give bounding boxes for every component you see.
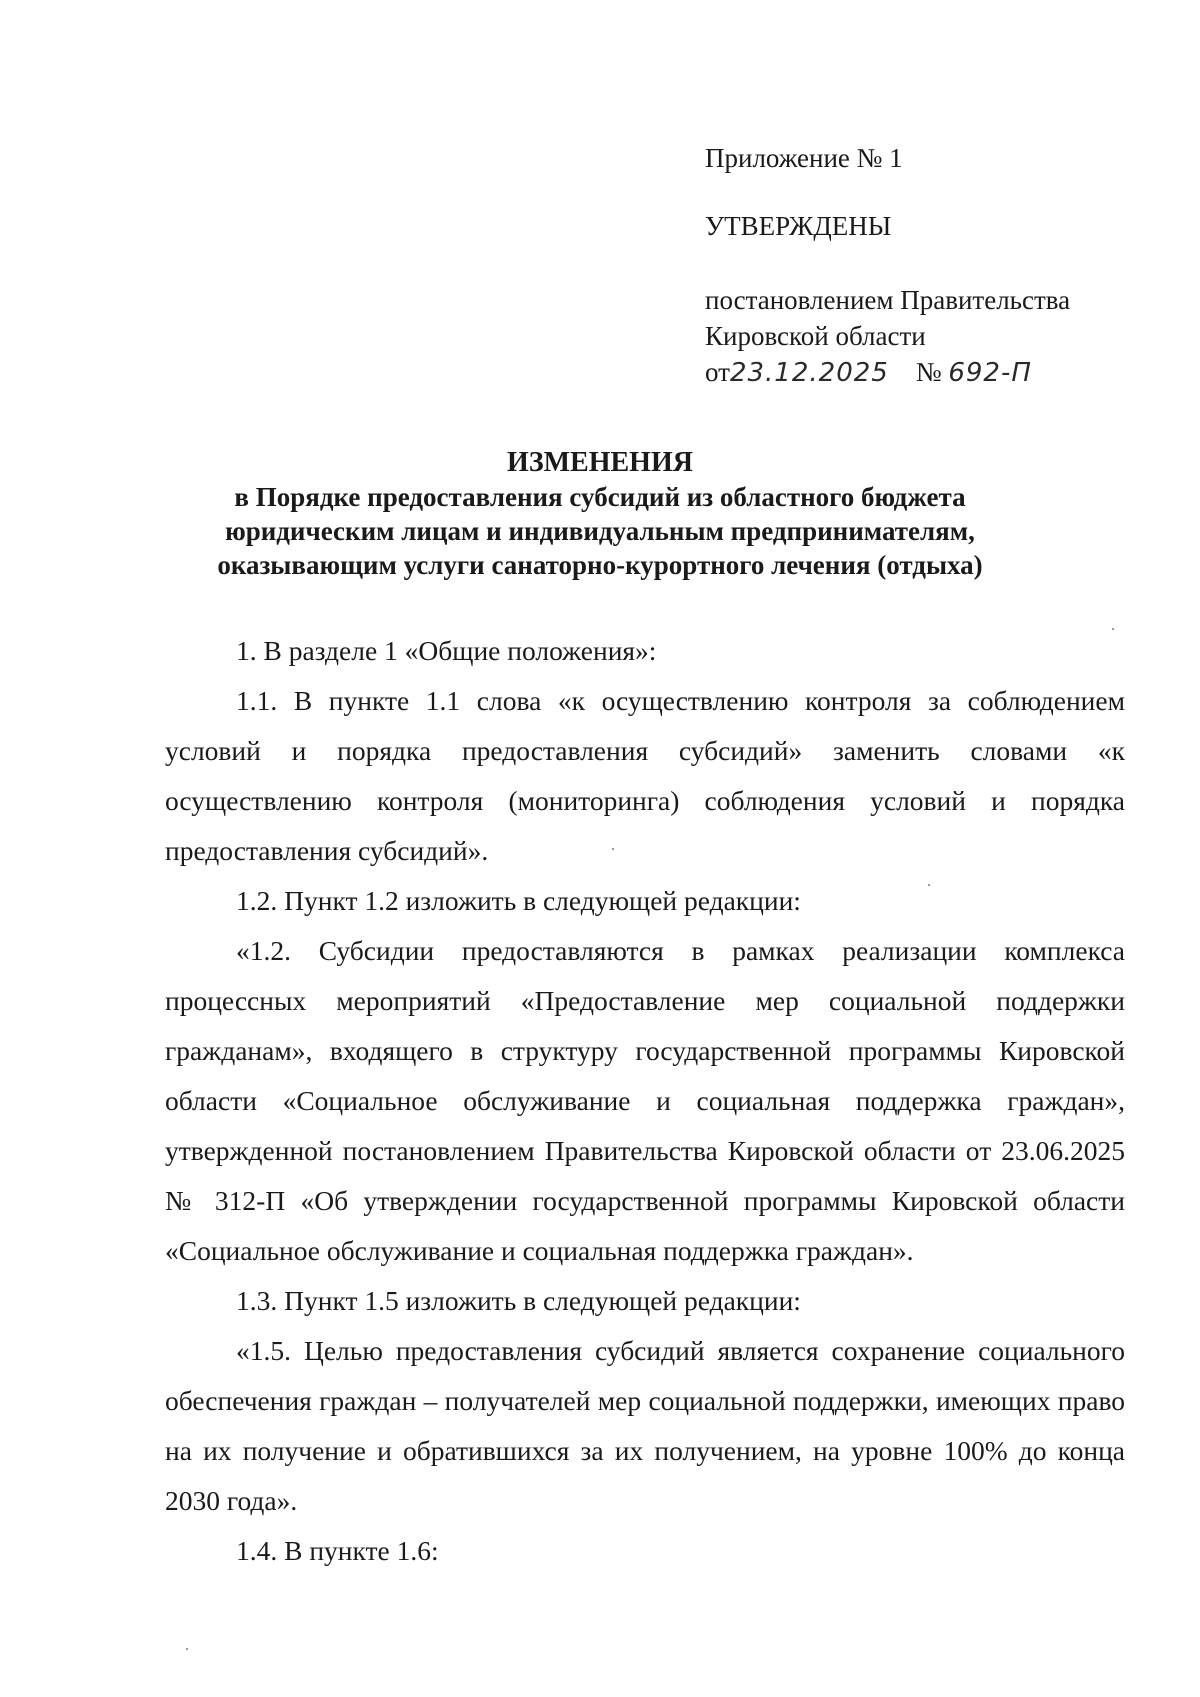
scan-speck [186, 1648, 188, 1650]
handwritten-number: 692-П [948, 358, 1032, 388]
decree-line-2: Кировской области [705, 321, 926, 351]
decree-line-1: постановлением Правительства [705, 285, 1071, 315]
decree-date-line [705, 354, 1145, 391]
number-prefix: № [915, 357, 942, 387]
paragraph-1-1: 1.1. В пункте 1.1 слова «к осуществлению контроля за соблюдением условий и порядка предоставления субсидий» заменить словами «к осуществлению контроля (мониторинга) соблюдения условий и порядка предоставления субсидий». [165, 685, 1125, 866]
paragraph-section-1: 1. В разделе 1 «Общие положения»: [236, 635, 657, 666]
scan-speck [1112, 628, 1114, 630]
document-body [165, 626, 1125, 1576]
approved-label: УТВЕРЖДЕНЫ [705, 211, 892, 241]
document-title: ИЗМЕНЕНИЯ [507, 447, 693, 478]
paragraph-1-2: 1.2. Пункт 1.2 изложить в следующей редакции: [236, 885, 801, 916]
approval-block [705, 140, 1145, 391]
document-subtitle: в Порядке предоставления субсидий из областного бюджета юридическим лицам и индивидуальным предпринимателям, оказывающим услуги санаторно-курортного лечения (отдыха) [217, 482, 983, 580]
scan-speck [928, 884, 930, 886]
document-heading [150, 446, 1050, 582]
paragraph-1-5-text: «1.5. Целью предоставления субсидий является сохранение социального обеспечения граждан – получателей мер социальной поддержки, имеющих право на их получение и обратившихся за их получением, на уровне 100% до конца 2030 года». [165, 1335, 1125, 1516]
paragraph-1-2-text: «1.2. Субсидии предоставляются в рамках реализации комплекса процессных мероприятий «Предоставление мер социальной поддержки гражданам», входящего в структуру государственной программы Кировской области «Социальное обслуживание и социальная поддержка граждан», утвержденной постановлением Правительства Кировской области от 23.06.2025 № 312-П «Об утверждении государственной программы Кировской области «Социальное обслуживание и социальная поддержка граждан». [165, 935, 1125, 1266]
appendix-label: Приложение № 1 [705, 143, 903, 173]
scan-speck [612, 848, 614, 850]
date-prefix: от [705, 357, 730, 387]
paragraph-1-3: 1.3. Пункт 1.5 изложить в следующей редакции: [236, 1285, 801, 1316]
handwritten-date: 23.12.2025 [729, 358, 889, 388]
paragraph-1-4: 1.4. В пункте 1.6: [236, 1535, 439, 1566]
